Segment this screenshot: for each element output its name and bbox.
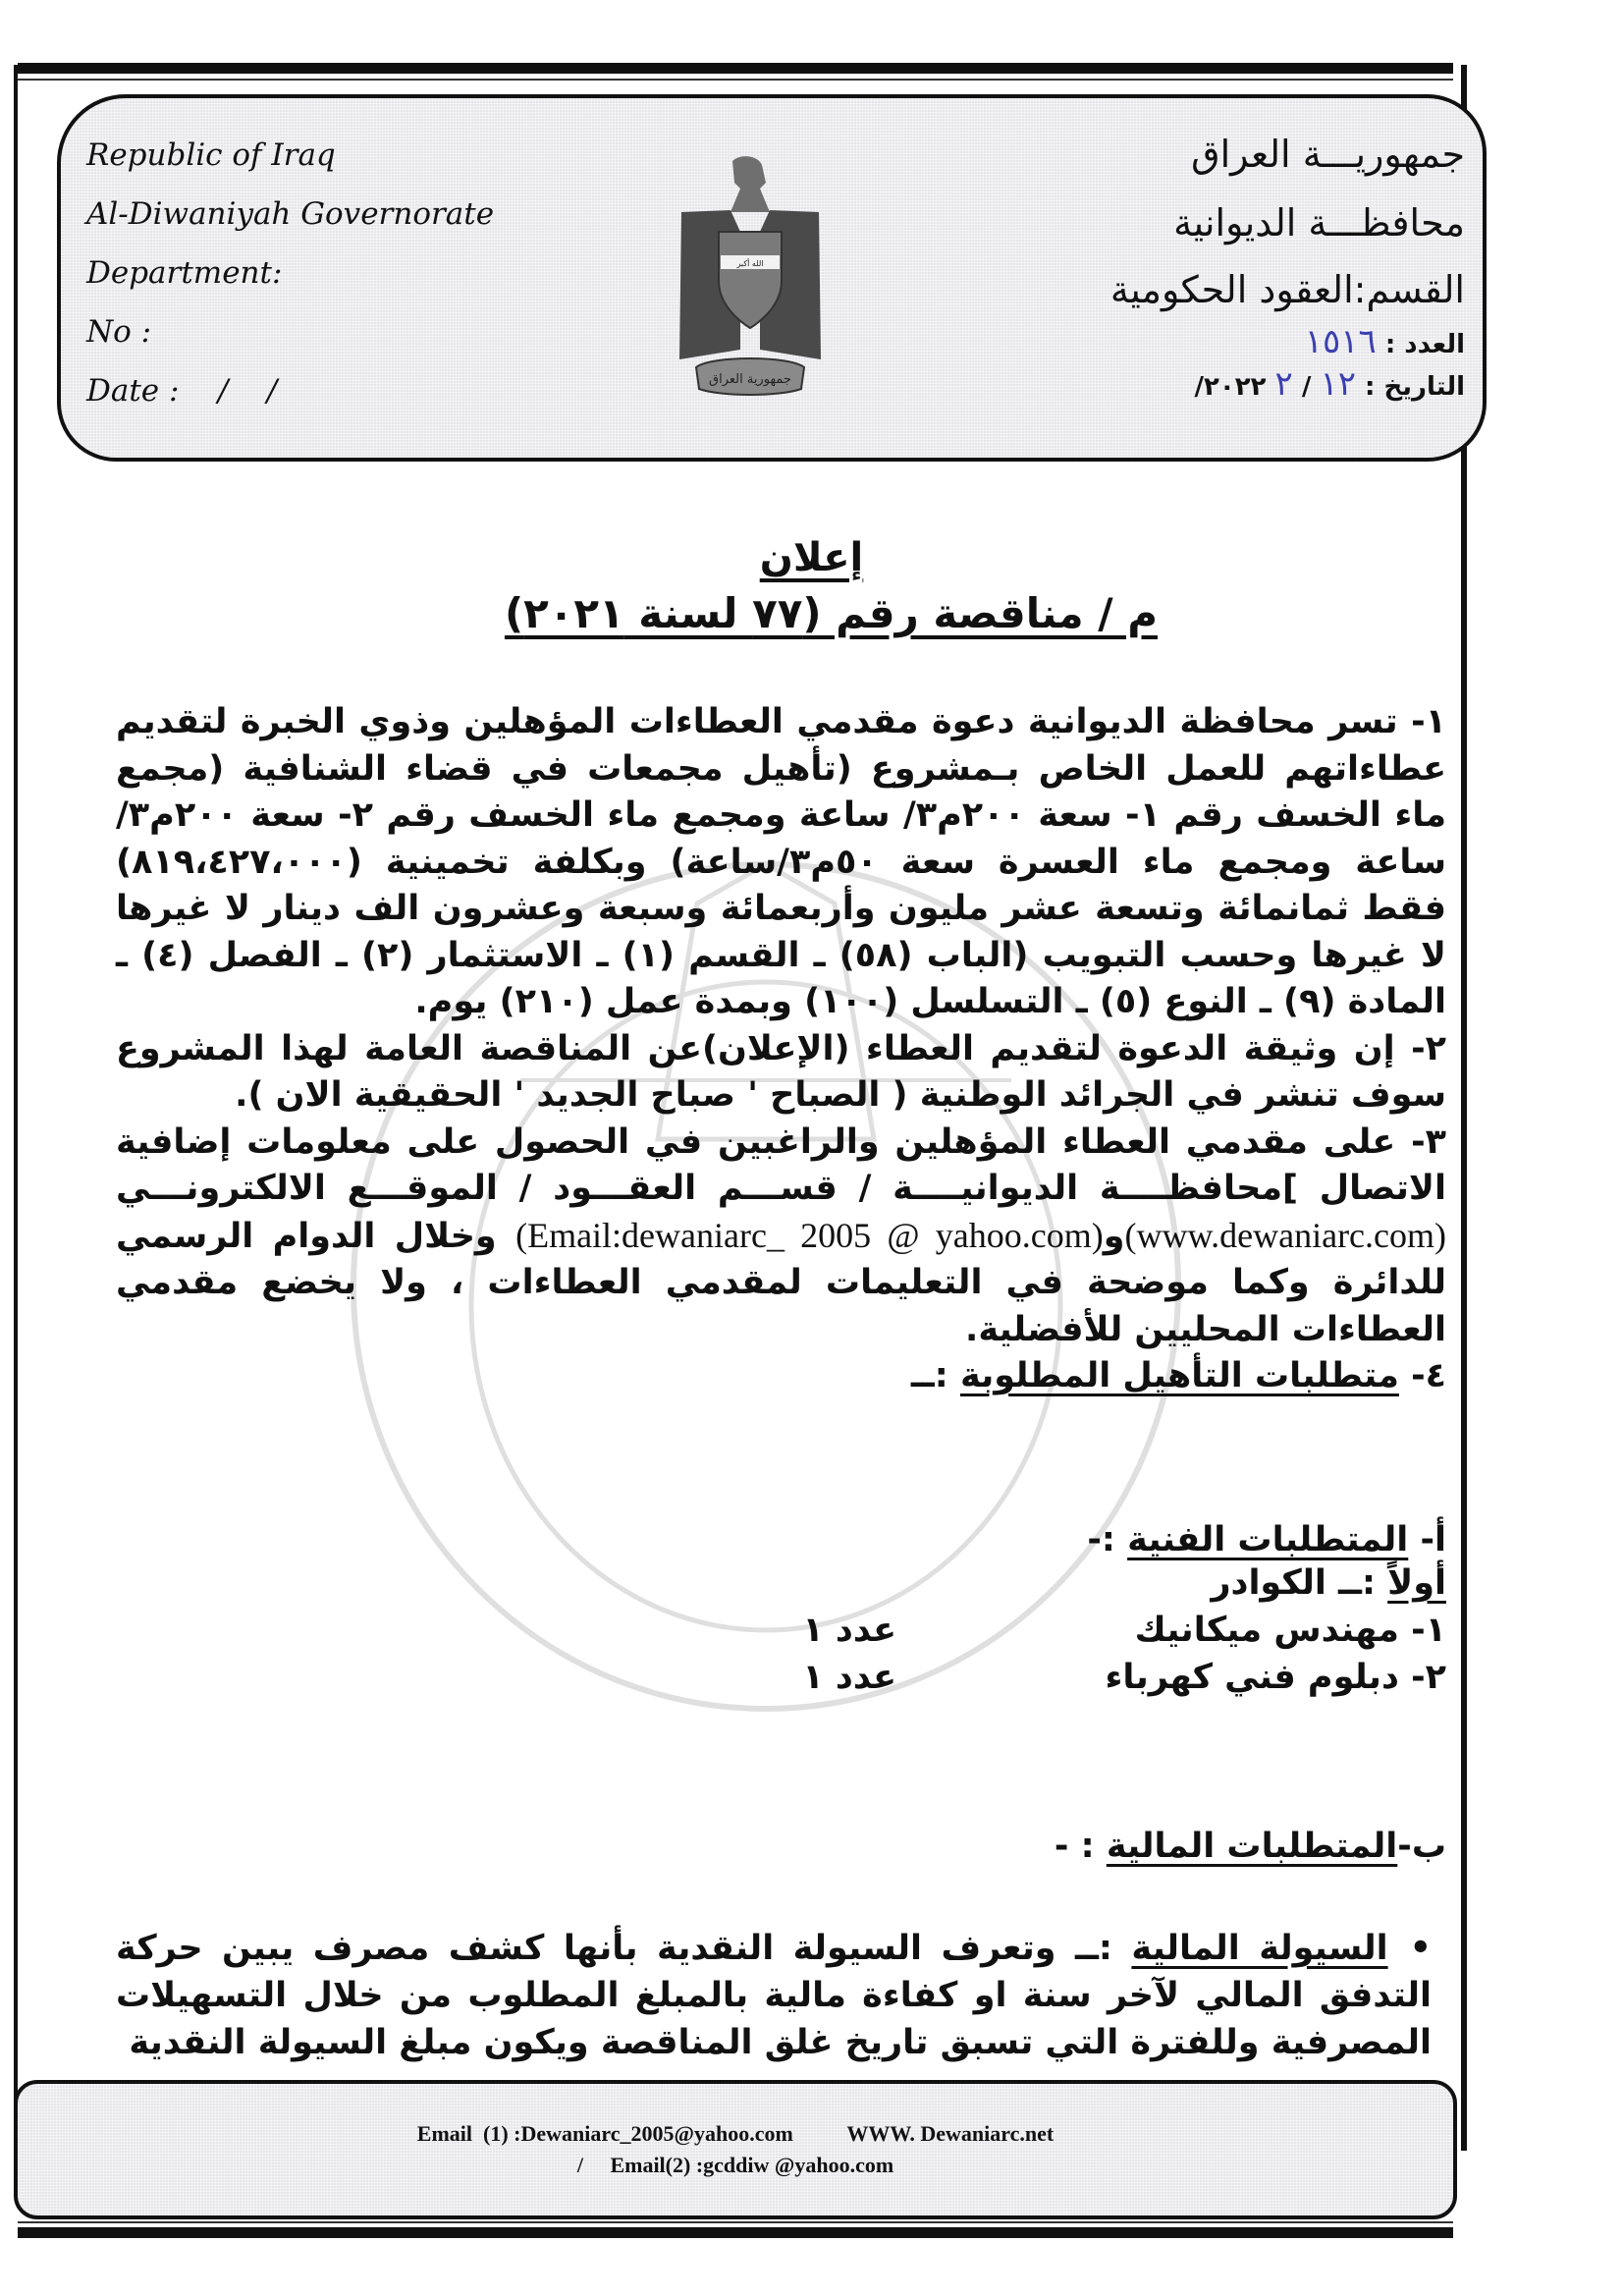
footer-line-1: Email (1) :Dewaniarc_2005@yahoo.com WWW. Dewaniarc.net xyxy=(416,2121,1055,2146)
document-number: ١٥١٦ xyxy=(1304,322,1377,361)
p2-end: ). xyxy=(235,1075,276,1115)
paragraph-3 xyxy=(116,1120,1446,1354)
financial-requirements-heading xyxy=(1055,1827,1446,1866)
p4-suffix: :ــ xyxy=(910,1356,960,1395)
cadres-heading xyxy=(1211,1563,1446,1603)
technical-requirements-heading xyxy=(1087,1517,1446,1562)
frame-bottom-bar xyxy=(18,2227,1453,2238)
date-year: ٢٠٢٢/ xyxy=(1194,372,1267,402)
footer-contact xyxy=(14,2080,1457,2219)
date-separator: / xyxy=(1301,372,1312,402)
country-ar: جمهوريـــة العراق xyxy=(1191,133,1465,176)
p2-intro: ٢- إن وثيقة الدعوة لتقديم العطاء xyxy=(849,1028,1446,1068)
p1-intro: ١- تسر محافظة الديوانية دعوة مقدمي العطاءات المؤهلين وذوي الخبرة لتقديم عطاءاتهم للعمل الخاص بـمشروع xyxy=(116,702,1446,789)
cadre-item: ١- مهندس ميكانيك xyxy=(1134,1611,1446,1650)
fin-suffix: : - xyxy=(1054,1827,1107,1866)
letterhead-english xyxy=(86,126,494,420)
website-link[interactable]: (www.dewaniarc.com) xyxy=(1124,1215,1446,1255)
p1-classification: لا غيرها وحسب التبويب (الباب (٥٨) ـ القسم (١) ـ الاستثمار (٢) ـ الفصل (٤) ـ المادة (٩) ـ النوع (٥) ـ التسلسل (١٠٠) وبمدة عمل (٢١٠) يوم. xyxy=(116,935,1446,1021)
emblem-caption: جمهورية العراق xyxy=(709,372,791,387)
p1-project: (تأهيل مجمعات في قضاء الشنافية (مجمع ماء الخسف رقم ١- سعة ٢٠٠م٣/ ساعة ومجمع ماء الخسف رقم ٢- سعة ٢٠٠م٣/ساعة ومجمع ماء العسرة سعة ٥٠م٣/ساعة) xyxy=(116,748,1447,882)
frame-top-bar xyxy=(18,63,1453,74)
governorate-ar: محافظـــة الديوانية xyxy=(1173,201,1465,245)
date-day: ١٢ xyxy=(1320,364,1356,404)
p4-number: ٤- xyxy=(1398,1356,1446,1395)
p2-newspapers: الصباح ' صباح الجديد ' الحقيقية الان xyxy=(275,1075,881,1115)
tech-prefix: أ- xyxy=(1408,1520,1446,1559)
date-row xyxy=(1110,364,1465,407)
p1-cost: وبكلفة تخمينية (٨١٩،٤٢٧،٠٠٠) xyxy=(116,842,671,882)
tech-heading: المتطلبات الفنية xyxy=(1127,1520,1409,1559)
paragraph-4 xyxy=(116,1353,1446,1400)
number-label-ar: العدد : xyxy=(1384,330,1465,359)
p2-text: عن المناقصة العامة لهذا المشروع سوف تنشر في الجرائد الوطنية ( xyxy=(116,1028,1446,1115)
p2-ad: (الإعلان) xyxy=(702,1028,850,1068)
emblem-flag-text: الله أكبر xyxy=(736,259,764,268)
announcement-title xyxy=(0,530,1623,642)
letterhead xyxy=(57,94,1487,462)
cadres-prefix: أولاً xyxy=(1387,1563,1446,1603)
p3-text: وخلال الدوام الرسمي للدائرة وكما موضحة في التعليمات لمقدمي العطاءات ، ولا يخضع مقدمي العطاءات المحليين للأفضلية. xyxy=(116,1216,1446,1349)
p3-and: و xyxy=(1103,1216,1125,1256)
fin-heading: المتطلبات المالية xyxy=(1106,1827,1398,1866)
cadre-count: عدد ١ xyxy=(802,1611,896,1650)
tech-suffix: :- xyxy=(1087,1520,1128,1559)
date-label-ar: التاريخ : xyxy=(1365,372,1465,402)
title-announcement: إعلان xyxy=(759,535,864,580)
footer-line-2: / Email(2) :gcddiw @yahoo.com xyxy=(576,2153,894,2177)
number-row xyxy=(1110,322,1465,364)
frame-bottom-line xyxy=(18,2221,1453,2223)
department-ar: القسم:العقود الحكومية xyxy=(1109,268,1465,311)
email-link[interactable]: (Email:dewaniarc_ 2005 @ yahoo.com) xyxy=(515,1215,1104,1255)
paragraph-1 xyxy=(116,699,1446,1026)
iraq-emblem-icon xyxy=(672,153,829,399)
cadres-label: :ــ الكوادر xyxy=(1211,1563,1388,1603)
frame-top-line xyxy=(18,79,1453,81)
letterhead-arabic xyxy=(1110,120,1465,407)
liquidity-paragraph xyxy=(116,1925,1432,2066)
title-tender-number: م / مناقصة رقم (٧٧ لسنة ٢٠٢١) xyxy=(504,589,1159,637)
liquidity-text: :ــ وتعرف السيولة النقدية بأنها كشف مصرف يبين حركة التدفق المالي لآخر سنة او كفاءة مالية بالمبلغ المطلوب من خلال التسهيلات المصرفية وللفترة التي تسبق تاريخ غلق المناقصة ويكون مبلغ السيولة النقدية xyxy=(116,1929,1432,2062)
liquidity-title: السيولة المالية xyxy=(1131,1929,1388,1968)
cadre-count: عدد ١ xyxy=(802,1658,896,1697)
department-label-en: Department: xyxy=(86,255,283,291)
bullet-icon: • xyxy=(1409,1929,1432,1968)
cadre-item: ٢- دبلوم فني كهرباء xyxy=(1105,1658,1446,1697)
fin-prefix: ب- xyxy=(1397,1827,1446,1866)
announcement-body xyxy=(116,699,1446,1400)
p4-title: متطلبات التأهيل المطلوبة xyxy=(959,1356,1399,1395)
country-en: Republic of Iraq xyxy=(86,137,336,173)
governorate-en: Al-Diwaniyah Governorate xyxy=(86,196,495,232)
date-month: ٢ xyxy=(1274,364,1293,404)
p3-intro: ٣- على مقدمي العطاء المؤهلين والراغبين في الحصول على معلومات إضافية الاتصال ]محافظــــة الديوانيــــة / قســـم العقـــود / الموقـــع الالكترونـــي xyxy=(116,1121,1446,1208)
p1-amount-words: فقط ثمانمائة وتسعة عشر مليون وأربعمائة وسبعة وعشرون الف دينار لا غيرها xyxy=(116,889,1446,928)
number-label-en: No : xyxy=(86,314,152,350)
paragraph-2 xyxy=(116,1026,1446,1120)
date-label-en: Date : / / xyxy=(86,373,278,409)
